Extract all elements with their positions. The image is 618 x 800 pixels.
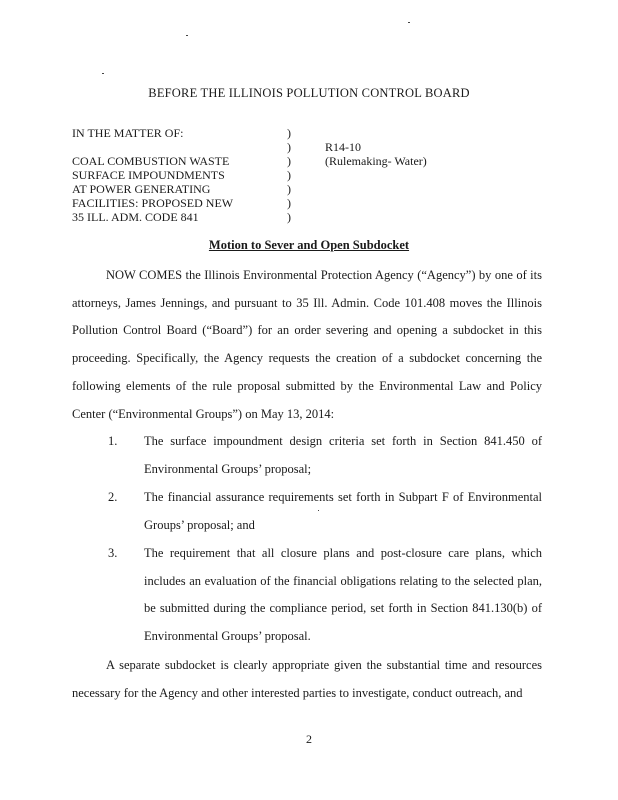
caption-line: FACILITIES: PROPOSED NEW xyxy=(72,196,234,210)
docket-number: R14-10 xyxy=(325,140,361,154)
caption-paren: ) xyxy=(287,154,291,168)
list-item-text: The financial assurance requirements set forth in Subpart F of Environmental Groups’ proposal; and xyxy=(144,490,542,532)
caption-paren: ) xyxy=(287,210,291,224)
scan-speck xyxy=(186,35,188,36)
docket-type: (Rulemaking- Water) xyxy=(325,154,427,168)
list-item-number: 2. xyxy=(108,490,118,504)
caption-line: SURFACE IMPOUNDMENTS xyxy=(72,168,225,182)
caption-paren: ) xyxy=(287,168,291,182)
list-item-text: The surface impoundment design criteria set forth in Section 841.450 of Environmental Groups’ proposal; xyxy=(144,434,542,476)
motion-title: Motion to Sever and Open Subdocket xyxy=(208,238,410,252)
caption-line: IN THE MATTER OF: xyxy=(72,126,184,140)
list-item-number: 1. xyxy=(108,434,118,448)
caption-line: AT POWER GENERATING xyxy=(72,182,211,196)
caption-paren: ) xyxy=(287,140,291,154)
caption-paren: ) xyxy=(287,182,291,196)
list-item-text: The requirement that all closure plans and post-closure care plans, which includes an evaluation of the financial obligations relating to the selected plan, be submitted during the compliance period, set forth in Section 841.130(b) of Environmental Groups’ proposal. xyxy=(144,546,542,644)
court-heading: BEFORE THE ILLINOIS POLLUTION CONTROL BOARD xyxy=(148,86,470,100)
caption-line: 35 ILL. ADM. CODE 841 xyxy=(72,210,199,224)
caption-paren: ) xyxy=(287,196,291,210)
scan-speck xyxy=(408,22,410,23)
scan-speck xyxy=(102,73,104,74)
caption-line: COAL COMBUSTION WASTE xyxy=(72,154,230,168)
closing-paragraph: A separate subdocket is clearly appropriate given the substantial time and resources necessary for the Agency and other interested parties to investigate, conduct outreach, and xyxy=(72,658,542,700)
list-item-number: 3. xyxy=(108,546,118,560)
page-number: 2 xyxy=(306,732,312,746)
caption-paren: ) xyxy=(287,126,291,140)
intro-paragraph: NOW COMES the Illinois Environmental Protection Agency (“Agency”) by one of its attorneys, James Jennings, and pursuant to 35 Ill. Admin. Code 101.408 moves the Illinois Pollution Control Board (“Board”) for an order severing and opening a subdocket in this proceeding. Specifically, the Agency requests the creation of a subdocket concerning the following elements of the rule proposal submitted by the Environmental Law and Policy Center (“Environmental Groups”) on May 13, 2014: xyxy=(72,268,542,421)
